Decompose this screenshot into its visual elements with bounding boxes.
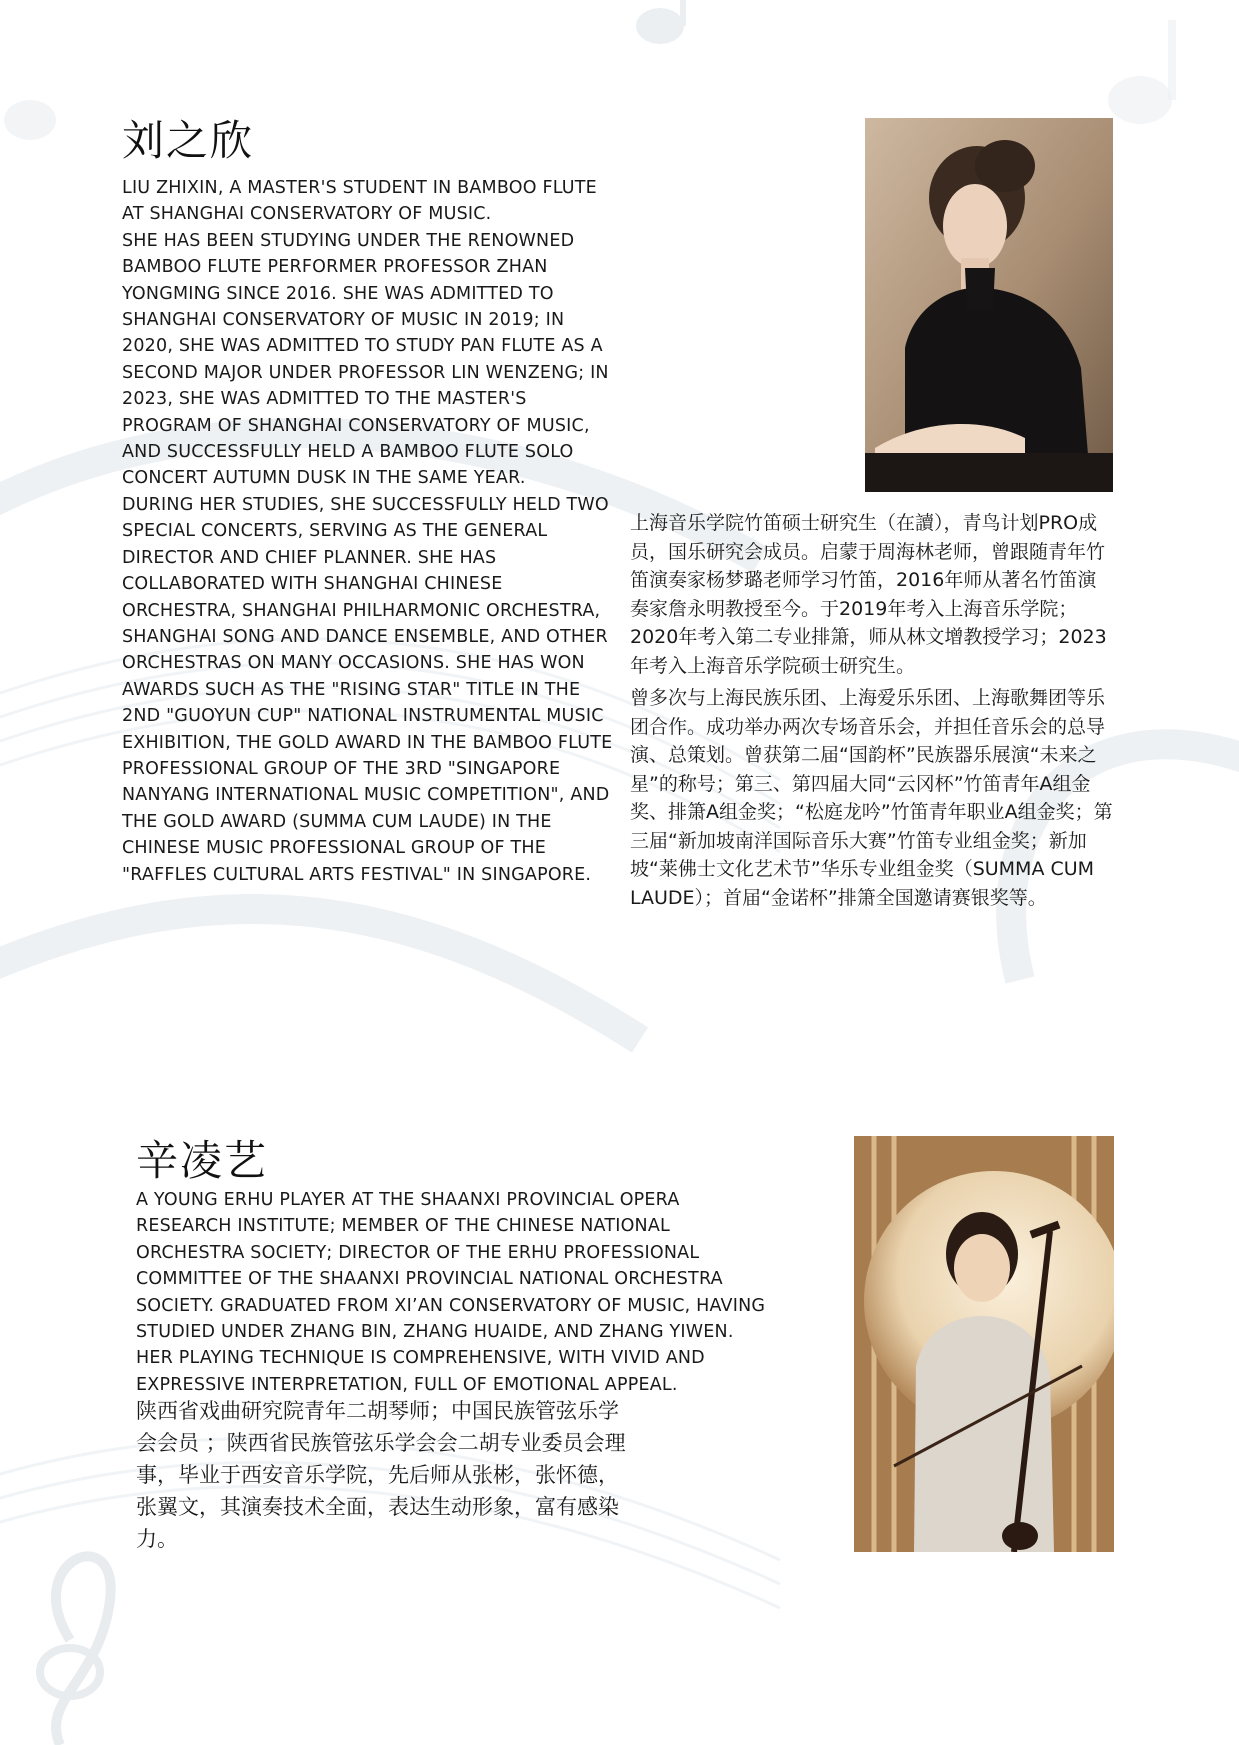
performer-1-bio-zh-para-1: 上海音乐学院竹笛硕士研究生（在讀），青鸟计划PRO成员，国乐研究会成员。启蒙于周海林老师，曾跟随青年竹笛演奏家杨梦璐老师学习竹笛，2016年师从著名竹笛演奏家詹永明教授至今。于2019年考入上海音乐学院；2020年考入第二专业排箫，师从林文增教授学习；2023年考入上海音乐学院硕士研究生。 xyxy=(630,512,1107,677)
performer-2-bio-en-para-1: A YOUNG ERHU PLAYER AT THE SHAANXI PROVINCIAL OPERA RESEARCH INSTITUTE; MEMBER OF THE CHINESE NATIONAL ORCHESTRA SOCIETY; DIRECTOR OF THE ERHU PROFESSIONAL COMMITTEE OF THE SHAANXI PROVINCIAL NATIONAL ORCHESTRA SOCIETY. GRADUATED FROM XI’AN CONSERVATORY OF MUSIC, HAVING STUDIED UNDER ZHANG BIN, ZHANG HUAIDE, AND ZHANG YIWEN. HER PLAYING TECHNIQUE IS COMPREHENSIVE, WITH VIVID AND EXPRESSIVE INTERPRETATION, FULL OF EMOTIONAL APPEAL. xyxy=(136,1190,766,1395)
performer-1-bio-en-para-2: SHE HAS BEEN STUDYING UNDER THE RENOWNED BAMBOO FLUTE PERFORMER PROFESSOR ZHAN YONGMING SINCE 2016. SHE WAS ADMITTED TO SHANGHAI CONSERVATORY OF MUSIC IN 2019; IN 2020, SHE WAS ADMITTED TO STUDY PAN FLUTE AS A SECOND MAJOR UNDER PROFESSOR LIN WENZENG; IN 2023, SHE WAS ADMITTED TO THE MASTER'S PROGRAM OF SHANGHAI CONSERVATORY OF MUSIC, AND SUCCESSFULLY HELD A BAMBOO FLUTE SOLO CONCERT AUTUMN DUSK IN THE SAME YEAR. xyxy=(122,230,609,489)
performer-1-name: 刘之欣 xyxy=(122,116,255,165)
performer-1-bio-en-para-3: DURING HER STUDIES, SHE SUCCESSFULLY HELD TWO SPECIAL CONCERTS, SERVING AS THE GENERAL DIRECTOR AND CHIEF PLANNER. SHE HAS COLLABORATED WITH SHANGHAI CHINESE ORCHESTRA, SHANGHAI PHILHARMONIC ORCHESTRA, SHANGHAI SONG AND DANCE ENSEMBLE, AND OTHER ORCHESTRAS ON MANY OCCASIONS. SHE HAS WON AWARDS SUCH AS THE "RISING STAR" TITLE IN THE 2ND "GUOYUN CUP" NATIONAL INSTRUMENTAL MUSIC EXHIBITION, THE GOLD AWARD IN THE BAMBOO FLUTE PROFESSIONAL GROUP OF THE 3RD "SINGAPORE NANYANG INTERNATIONAL MUSIC COMPETITION", AND THE GOLD AWARD (SUMMA CUM LAUDE) IN THE CHINESE MUSIC PROFESSIONAL GROUP OF THE "RAFFLES CULTURAL ARTS FESTIVAL" IN SINGAPORE. xyxy=(122,494,613,885)
performer-2-bio-zh xyxy=(136,1395,636,1555)
performer-1-bio-zh-para-2: 曾多次与上海民族乐团、上海爱乐乐团、上海歌舞团等乐团合作。成功举办两次专场音乐会，并担任音乐会的总导演、总策划。曾获第二届“国韵杯”民族器乐展演“未来之星”的称号；第三、第四届大同“云冈杯”竹笛青年A组金奖、排箫A组金奖；“松庭龙吟”竹笛青年职业A组金奖；第三届“新加坡南洋国际音乐大赛”竹笛专业组金奖；新加坡“莱佛士文化艺术节”华乐专业组金奖（SUMMA CUM LAUDE）；首届“金诺杯”排箫全国邀请赛银奖等。 xyxy=(630,687,1113,909)
performer-2-photo xyxy=(854,1136,1114,1552)
performer-1-photo xyxy=(865,118,1113,492)
performer-2-name: 辛凌艺 xyxy=(136,1136,269,1185)
performer-1-bio-en-para-1: LIU ZHIXIN, A MASTER'S STUDENT IN BAMBOO FLUTE AT SHANGHAI CONSERVATORY OF MUSIC. xyxy=(122,178,597,225)
performer-2-bio-zh-para-1: 陕西省戏曲研究院青年二胡琴师；中国民族管弦乐学会会员 ；陕西省民族管弦乐学会会二胡专业委员会理事，毕业于西安音乐学院，先后师从张彬，张怀德，张翼文，其演奏技术全面，表达生动形象，富有感染力。 xyxy=(136,1399,626,1551)
performer-1-bio-zh xyxy=(630,509,1113,912)
performer-1-bio-en xyxy=(122,175,620,888)
performer-2-bio-en xyxy=(136,1187,771,1398)
